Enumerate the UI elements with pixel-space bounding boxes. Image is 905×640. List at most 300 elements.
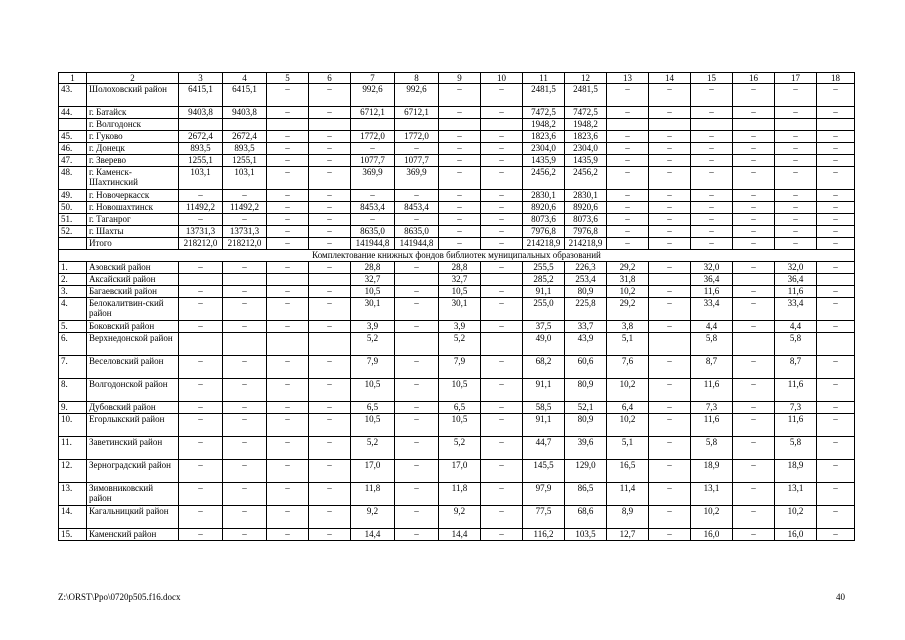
value-cell: 7976,8 [565,226,607,238]
value-cell: – [607,84,649,107]
value-cell: 5,2 [439,437,481,460]
value-cell: – [649,298,691,321]
value-cell [179,274,223,286]
value-cell: 14,4 [439,529,481,541]
document-page [58,72,854,541]
value-cell: 226,3 [565,262,607,274]
table-row [59,238,855,250]
table-row [59,483,855,506]
row-number-cell: 47. [59,155,87,167]
value-cell: – [817,414,855,437]
value-cell: – [395,483,439,506]
value-cell: 992,6 [351,84,395,107]
value-cell: 28,8 [439,262,481,274]
value-cell: 253,4 [565,274,607,286]
name-cell: г. Гуково [87,131,179,143]
value-cell: – [223,483,267,506]
value-cell: 992,6 [395,84,439,107]
value-cell: 29,2 [607,262,649,274]
value-cell: 7,3 [691,402,733,414]
name-cell: г. Волгодонск [87,119,179,131]
value-cell: 4,4 [691,321,733,333]
value-cell: 17,0 [351,460,395,483]
value-cell: – [649,84,691,107]
value-cell: – [817,437,855,460]
column-number-cell: 1 [59,73,87,84]
value-cell: – [439,155,481,167]
value-cell: – [223,286,267,298]
value-cell: – [733,167,775,190]
value-cell: – [649,155,691,167]
value-cell: – [733,143,775,155]
value-cell: 1077,7 [351,155,395,167]
section-row [59,250,855,262]
value-cell: 5,8 [691,333,733,356]
value-cell: – [649,262,691,274]
value-cell: 7472,5 [523,107,565,119]
value-cell: – [309,238,351,250]
value-cell: – [179,190,223,202]
value-cell: – [481,506,523,529]
value-cell: 2672,4 [179,131,223,143]
table-row [59,379,855,402]
value-cell: – [223,529,267,541]
value-cell: – [817,214,855,226]
value-cell: 33,4 [775,298,817,321]
value-cell: – [649,190,691,202]
value-cell: 5,2 [351,437,395,460]
value-cell: – [775,155,817,167]
name-cell: Зимовниковский район [87,483,179,506]
value-cell [309,333,351,356]
value-cell [395,119,439,131]
name-cell: Веселовский район [87,356,179,379]
value-cell: 49,0 [523,333,565,356]
value-cell: – [817,286,855,298]
value-cell: – [775,214,817,226]
value-cell: – [775,190,817,202]
value-cell: – [351,190,395,202]
value-cell: – [607,190,649,202]
row-number-cell: 51. [59,214,87,226]
column-number-cell: 14 [649,73,691,84]
value-cell: 60,6 [565,356,607,379]
value-cell: – [267,483,309,506]
value-cell: – [309,155,351,167]
value-cell: 80,9 [565,414,607,437]
value-cell: – [395,529,439,541]
table-row [59,214,855,226]
value-cell [691,119,733,131]
row-number-cell [59,119,87,131]
value-cell: 141944,8 [395,238,439,250]
value-cell: – [817,506,855,529]
value-cell: 285,2 [523,274,565,286]
name-cell: Итого [87,238,179,250]
value-cell: – [649,506,691,529]
value-cell [817,333,855,356]
value-cell [309,119,351,131]
name-cell: г. Зверево [87,155,179,167]
name-cell: Волгодонской район [87,379,179,402]
table-row [59,356,855,379]
value-cell [395,274,439,286]
value-cell: – [733,460,775,483]
value-cell [649,274,691,286]
value-cell: – [439,202,481,214]
value-cell: 1435,9 [565,155,607,167]
value-cell: 6415,1 [223,84,267,107]
value-cell: – [775,131,817,143]
value-cell: – [439,131,481,143]
value-cell: – [179,214,223,226]
value-cell: – [439,190,481,202]
name-cell: г. Таганрог [87,214,179,226]
value-cell: 10,2 [775,506,817,529]
value-cell: – [309,167,351,190]
value-cell: – [817,202,855,214]
value-cell: – [733,107,775,119]
value-cell: 1948,2 [565,119,607,131]
name-cell: Белокалитвин-ский район [87,298,179,321]
value-cell: – [607,214,649,226]
value-cell: – [481,379,523,402]
value-cell: – [481,190,523,202]
value-cell: – [395,298,439,321]
value-cell: – [309,437,351,460]
value-cell: 6,5 [351,402,395,414]
value-cell: – [309,321,351,333]
name-cell: Кагальницкий район [87,506,179,529]
column-number-cell: 8 [395,73,439,84]
value-cell: – [649,131,691,143]
value-cell: – [733,226,775,238]
value-cell: – [817,379,855,402]
value-cell: – [179,483,223,506]
table-row [59,84,855,107]
value-cell: 10,2 [607,414,649,437]
table-row [59,226,855,238]
value-cell: – [395,286,439,298]
value-cell: 6,4 [607,402,649,414]
value-cell: 141944,8 [351,238,395,250]
value-cell: – [481,131,523,143]
value-cell: – [395,402,439,414]
value-cell: – [649,143,691,155]
value-cell: 28,8 [351,262,395,274]
value-cell: 91,1 [523,379,565,402]
value-cell: 11,4 [607,483,649,506]
value-cell: 91,1 [523,414,565,437]
value-cell: 9403,8 [179,107,223,119]
value-cell: 7,6 [607,356,649,379]
value-cell: – [309,529,351,541]
value-cell: – [607,167,649,190]
value-cell: – [775,143,817,155]
column-number-cell: 6 [309,73,351,84]
value-cell: – [395,437,439,460]
value-cell: – [223,298,267,321]
name-cell: г. Новошахтинск [87,202,179,214]
value-cell: – [607,226,649,238]
value-cell: 16,0 [775,529,817,541]
table-row [59,286,855,298]
value-cell [439,119,481,131]
value-cell: 11,6 [691,286,733,298]
value-cell: – [733,529,775,541]
value-cell: – [267,437,309,460]
table-row [59,529,855,541]
table-row [59,190,855,202]
name-cell: Багаевский район [87,286,179,298]
value-cell: 7,9 [439,356,481,379]
row-number-cell: 7. [59,356,87,379]
value-cell: – [223,214,267,226]
value-cell [607,119,649,131]
value-cell: – [395,414,439,437]
value-cell: 6415,1 [179,84,223,107]
value-cell: 13731,3 [223,226,267,238]
value-cell: – [481,155,523,167]
value-cell: 32,0 [775,262,817,274]
row-number-cell: 45. [59,131,87,143]
value-cell: – [267,143,309,155]
value-cell: 37,5 [523,321,565,333]
value-cell: – [223,379,267,402]
value-cell: 32,0 [691,262,733,274]
value-cell: – [309,226,351,238]
value-cell: – [733,238,775,250]
value-cell: 8920,6 [523,202,565,214]
value-cell [733,333,775,356]
value-cell: – [179,437,223,460]
value-cell: 97,9 [523,483,565,506]
value-cell: – [775,84,817,107]
value-cell [267,119,309,131]
value-cell [481,119,523,131]
table-row [59,262,855,274]
row-number-cell: 8. [59,379,87,402]
value-cell: – [481,238,523,250]
value-cell: 10,5 [439,414,481,437]
value-cell: – [691,238,733,250]
value-cell: 2481,5 [523,84,565,107]
value-cell: – [267,262,309,274]
name-cell: г. Донецк [87,143,179,155]
value-cell: 30,1 [351,298,395,321]
value-cell: – [817,143,855,155]
value-cell: – [351,143,395,155]
table-row [59,155,855,167]
value-cell: – [267,321,309,333]
value-cell: – [179,379,223,402]
name-cell: Шолоховский район [87,84,179,107]
value-cell: – [223,356,267,379]
value-cell: – [223,262,267,274]
table-row [59,460,855,483]
value-cell: – [775,202,817,214]
row-number-cell: 9. [59,402,87,414]
table-row [59,298,855,321]
table-row [59,107,855,119]
value-cell: 2304,0 [523,143,565,155]
value-cell: 2481,5 [565,84,607,107]
value-cell: – [607,131,649,143]
value-cell: 6712,1 [351,107,395,119]
value-cell: – [691,226,733,238]
value-cell: 2456,2 [523,167,565,190]
row-number-cell: 11. [59,437,87,460]
value-cell: – [817,262,855,274]
value-cell: – [309,190,351,202]
value-cell [223,274,267,286]
value-cell: 36,4 [691,274,733,286]
table-row [59,167,855,190]
value-cell: – [309,460,351,483]
value-cell: – [395,190,439,202]
row-number-cell: 49. [59,190,87,202]
value-cell: 2456,2 [565,167,607,190]
value-cell: – [309,214,351,226]
value-cell: 36,4 [775,274,817,286]
value-cell: 9,2 [351,506,395,529]
value-cell: 5,1 [607,437,649,460]
value-cell: – [481,414,523,437]
row-number-cell: 46. [59,143,87,155]
value-cell: – [649,214,691,226]
value-cell: – [481,286,523,298]
value-cell: 145,5 [523,460,565,483]
value-cell: 4,4 [775,321,817,333]
value-cell: – [351,214,395,226]
value-cell: – [481,262,523,274]
value-cell: 2304,0 [565,143,607,155]
value-cell: – [267,84,309,107]
table-row [59,402,855,414]
value-cell: – [775,238,817,250]
value-cell: 5,2 [351,333,395,356]
value-cell: – [481,356,523,379]
value-cell: 33,7 [565,321,607,333]
name-cell: Аксайский район [87,274,179,286]
value-cell: 10,5 [351,379,395,402]
table-row [59,202,855,214]
value-cell: – [607,143,649,155]
value-cell: – [267,155,309,167]
column-number-cell: 10 [481,73,523,84]
row-number-cell: 1. [59,262,87,274]
value-cell: – [223,402,267,414]
value-cell: 129,0 [565,460,607,483]
value-cell: 1255,1 [223,155,267,167]
value-cell [223,119,267,131]
value-cell: 5,2 [439,333,481,356]
value-cell [309,274,351,286]
value-cell: – [309,402,351,414]
value-cell: – [481,402,523,414]
column-number-cell: 12 [565,73,607,84]
value-cell: 1077,7 [395,155,439,167]
table-body [59,73,855,541]
value-cell: 86,5 [565,483,607,506]
value-cell: 11,6 [775,286,817,298]
value-cell: 11,8 [439,483,481,506]
value-cell: – [309,84,351,107]
value-cell: – [179,262,223,274]
value-cell: – [817,529,855,541]
value-cell: – [267,460,309,483]
value-cell: 18,9 [775,460,817,483]
value-cell: 77,5 [523,506,565,529]
value-cell [733,119,775,131]
value-cell: 2830,1 [523,190,565,202]
value-cell: – [309,414,351,437]
value-cell: – [733,286,775,298]
value-cell: 8635,0 [351,226,395,238]
value-cell: – [439,238,481,250]
column-number-cell: 3 [179,73,223,84]
value-cell: 11492,2 [223,202,267,214]
row-number-cell: 14. [59,506,87,529]
value-cell: 10,2 [607,379,649,402]
value-cell: – [481,202,523,214]
value-cell: 10,2 [607,286,649,298]
value-cell: 2672,4 [223,131,267,143]
value-cell: – [817,226,855,238]
value-cell: – [481,167,523,190]
row-number-cell: 3. [59,286,87,298]
value-cell: – [439,143,481,155]
value-cell: – [733,506,775,529]
value-cell: – [439,167,481,190]
value-cell: 43,9 [565,333,607,356]
value-cell [267,274,309,286]
value-cell: – [309,107,351,119]
value-cell: 214218,9 [565,238,607,250]
value-cell: 30,1 [439,298,481,321]
column-number-row [59,73,855,84]
value-cell: – [309,286,351,298]
value-cell: – [267,379,309,402]
value-cell: – [481,298,523,321]
section-title: Комплектование книжных фондов библиотек муниципальных образований [59,250,855,262]
column-number-cell: 13 [607,73,649,84]
value-cell: – [691,131,733,143]
value-cell: – [223,460,267,483]
value-cell: – [691,155,733,167]
value-cell: – [817,107,855,119]
value-cell: – [481,226,523,238]
value-cell: – [395,379,439,402]
value-cell: – [733,262,775,274]
value-cell: 7472,5 [565,107,607,119]
value-cell: 5,1 [607,333,649,356]
value-cell: – [691,84,733,107]
value-cell: – [733,414,775,437]
value-cell: – [267,238,309,250]
row-number-cell: 12. [59,460,87,483]
name-cell: Егорлыкский район [87,414,179,437]
value-cell: 1823,6 [565,131,607,143]
value-cell: – [439,107,481,119]
value-cell: – [267,529,309,541]
value-cell: 17,0 [439,460,481,483]
value-cell: 5,8 [775,333,817,356]
value-cell: – [223,414,267,437]
value-cell: 11,6 [691,379,733,402]
value-cell: – [395,143,439,155]
value-cell: – [649,437,691,460]
